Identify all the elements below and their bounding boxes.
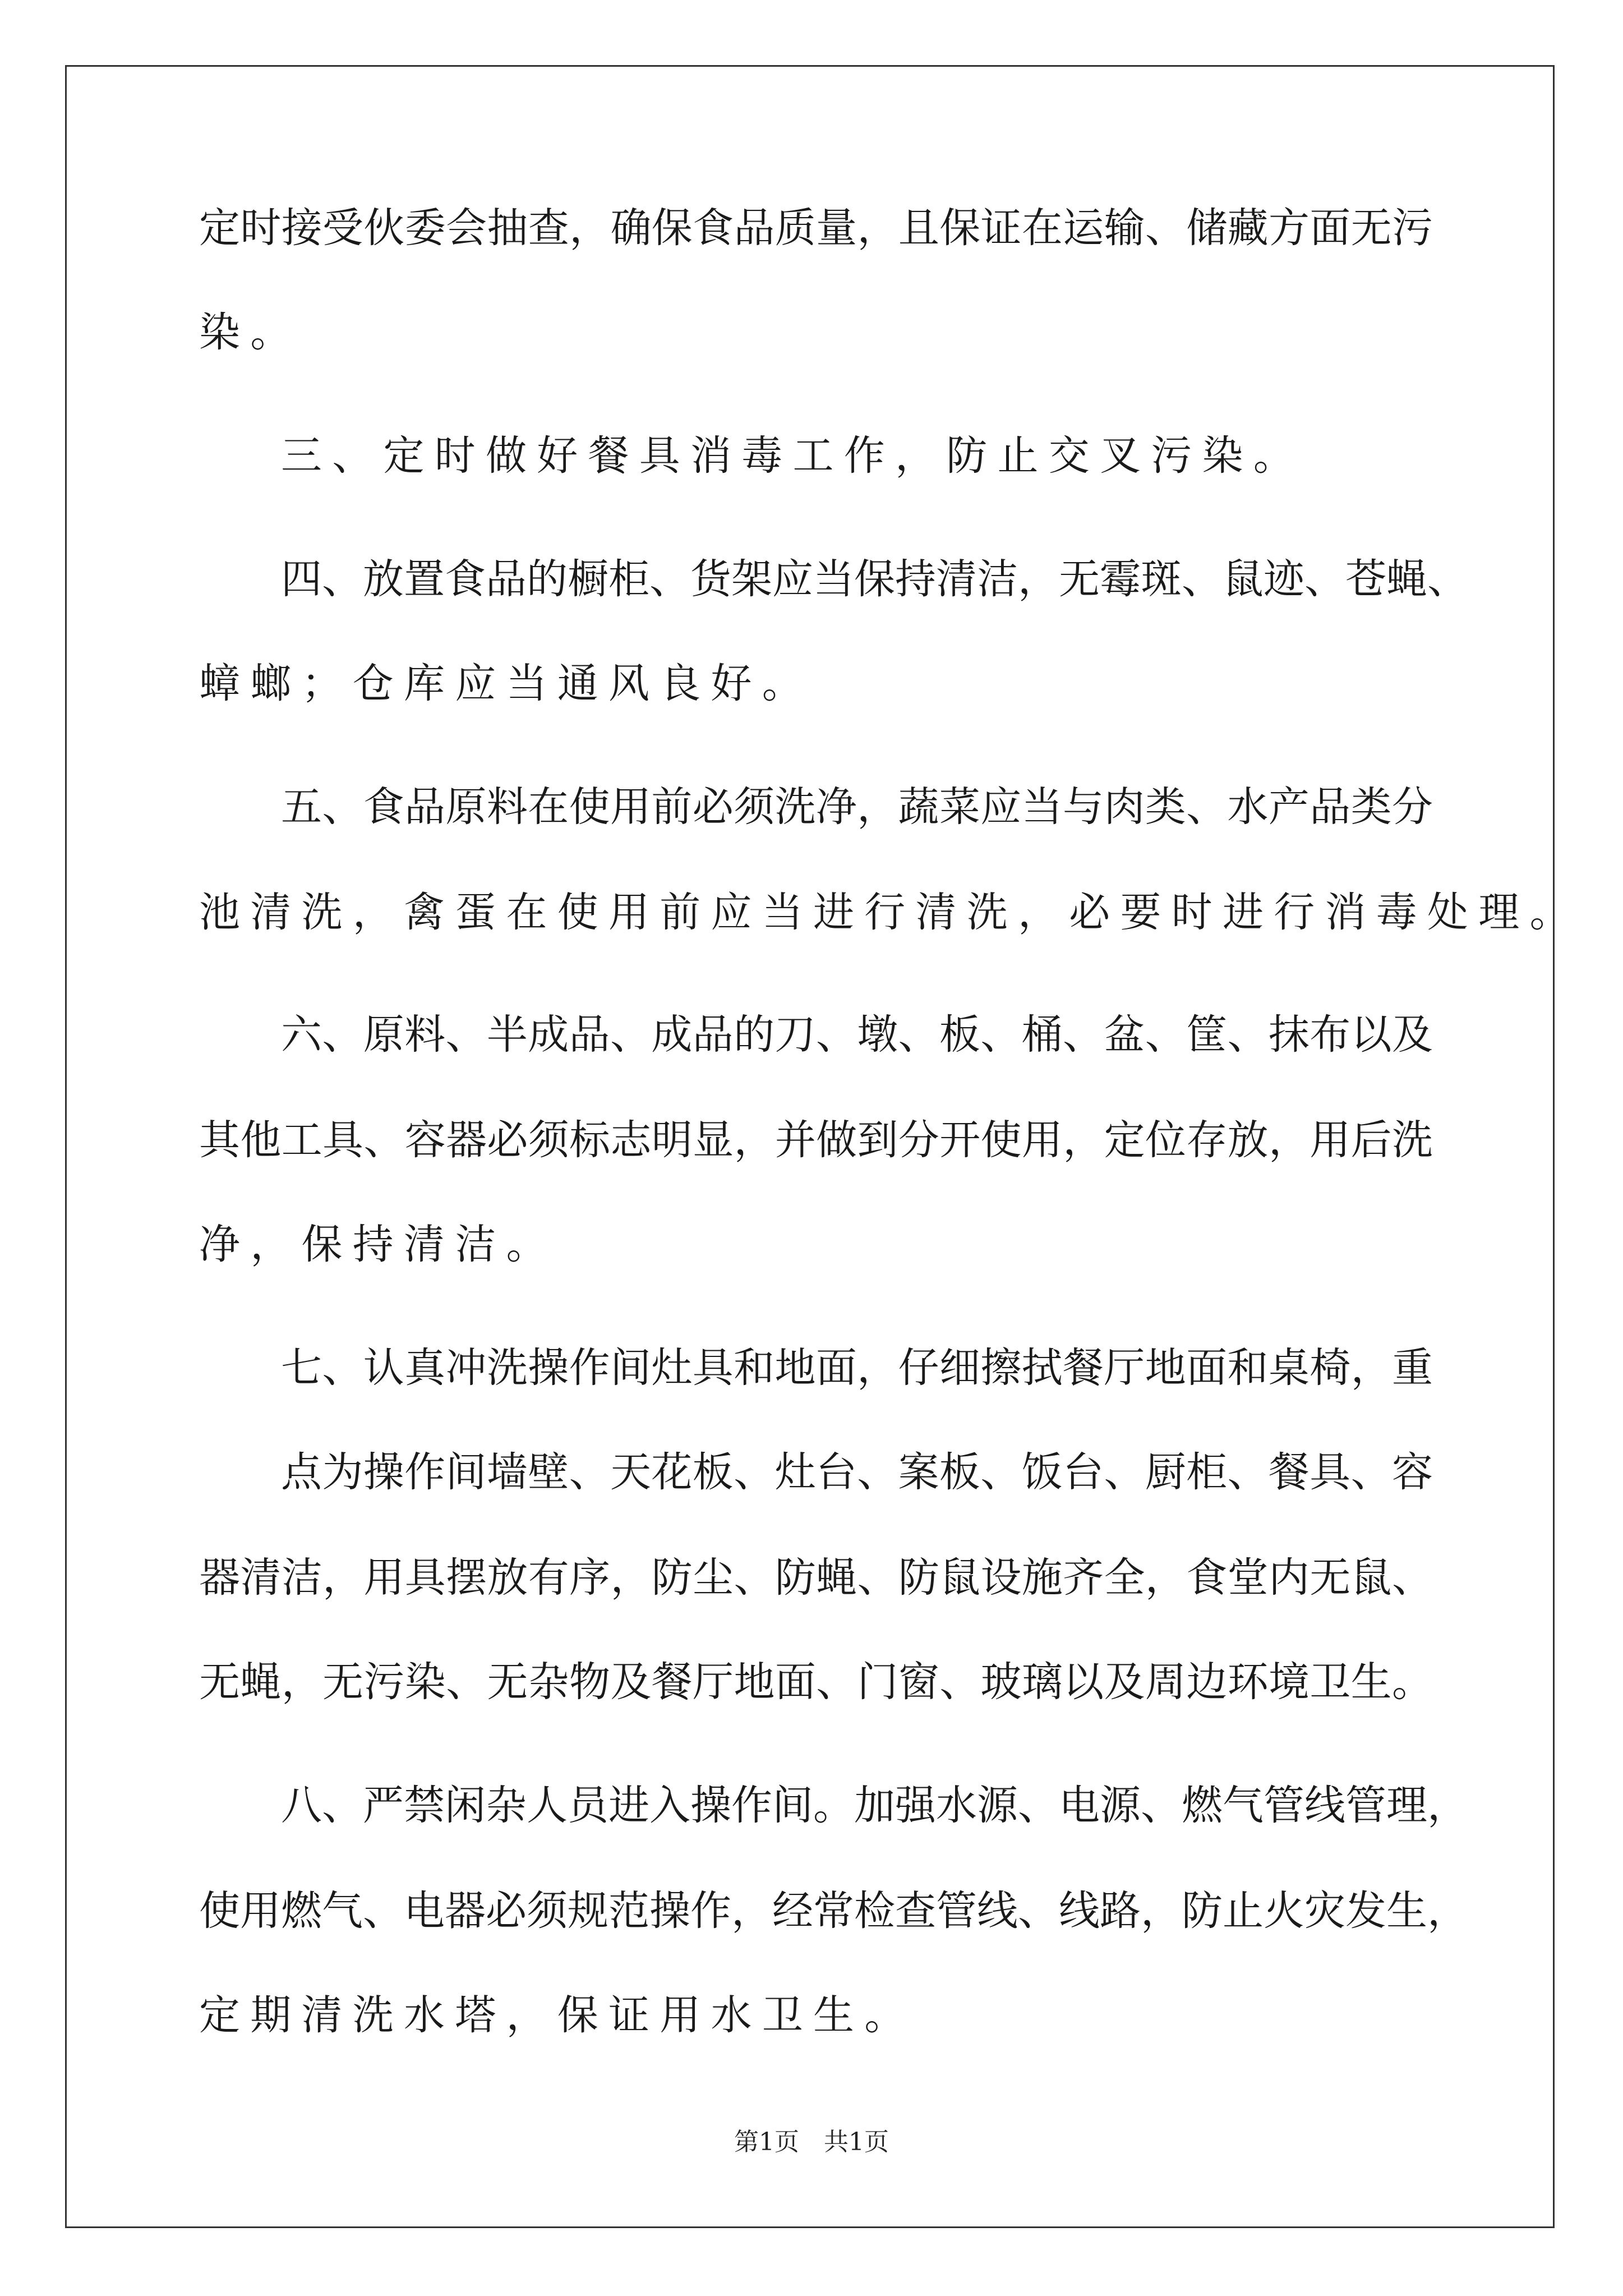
page-number-footer: 第1页 共1页 — [734, 2128, 889, 2156]
text-line: 定时接受伙委会抽查，确保食品质量，且保证在运输、储藏方面无污 — [199, 204, 1433, 252]
text-line: 点为操作间墙壁、天花板、灶台、案板、饭台、厨柜、餐具、容 — [281, 1448, 1433, 1496]
text-line: 七、认真冲洗操作间灶具和地面，仔细擦拭餐厅地面和桌椅，重 — [281, 1344, 1433, 1392]
text-line: 蟑螂；仓库应当通风良好。 — [199, 660, 813, 707]
text-line: 四、放置食品的橱柜、货架应当保持清洁，无霉斑、鼠迹、苍蝇、 — [281, 555, 1468, 603]
text-line: 六、原料、半成品、成品的刀、墩、板、桶、盆、筐、抹布以及 — [281, 1011, 1433, 1059]
text-line: 无蝇，无污染、无杂物及餐厅地面、门窗、玻璃以及周边环境卫生。 — [199, 1658, 1433, 1706]
text-line: 三、定时做好餐具消毒工作，防止交叉污染。 — [281, 432, 1304, 480]
text-line: 其他工具、容器必须标志明显，并做到分开使用，定位存放，用后洗 — [199, 1116, 1433, 1164]
text-line: 五、食品原料在使用前必须洗净，蔬菜应当与肉类、水产品类分 — [281, 783, 1433, 831]
text-line: 池清洗，禽蛋在使用前应当进行清洗，必要时进行消毒处理。 — [199, 889, 1581, 936]
text-line: 使用燃气、电器必须规范操作，经常检查管线、线路，防止火灾发生， — [199, 1887, 1468, 1935]
text-line: 净，保持清洁。 — [199, 1221, 557, 1268]
text-line: 器清洁，用具摆放有序，防尘、防蝇、防鼠设施齐全，食堂内无鼠、 — [199, 1554, 1433, 1602]
text-line: 定期清洗水塔，保证用水卫生。 — [199, 1991, 916, 2039]
text-line: 八、严禁闲杂人员进入操作间。加强水源、电源、燃气管线管理， — [281, 1782, 1468, 1829]
text-line: 染。 — [199, 309, 302, 356]
